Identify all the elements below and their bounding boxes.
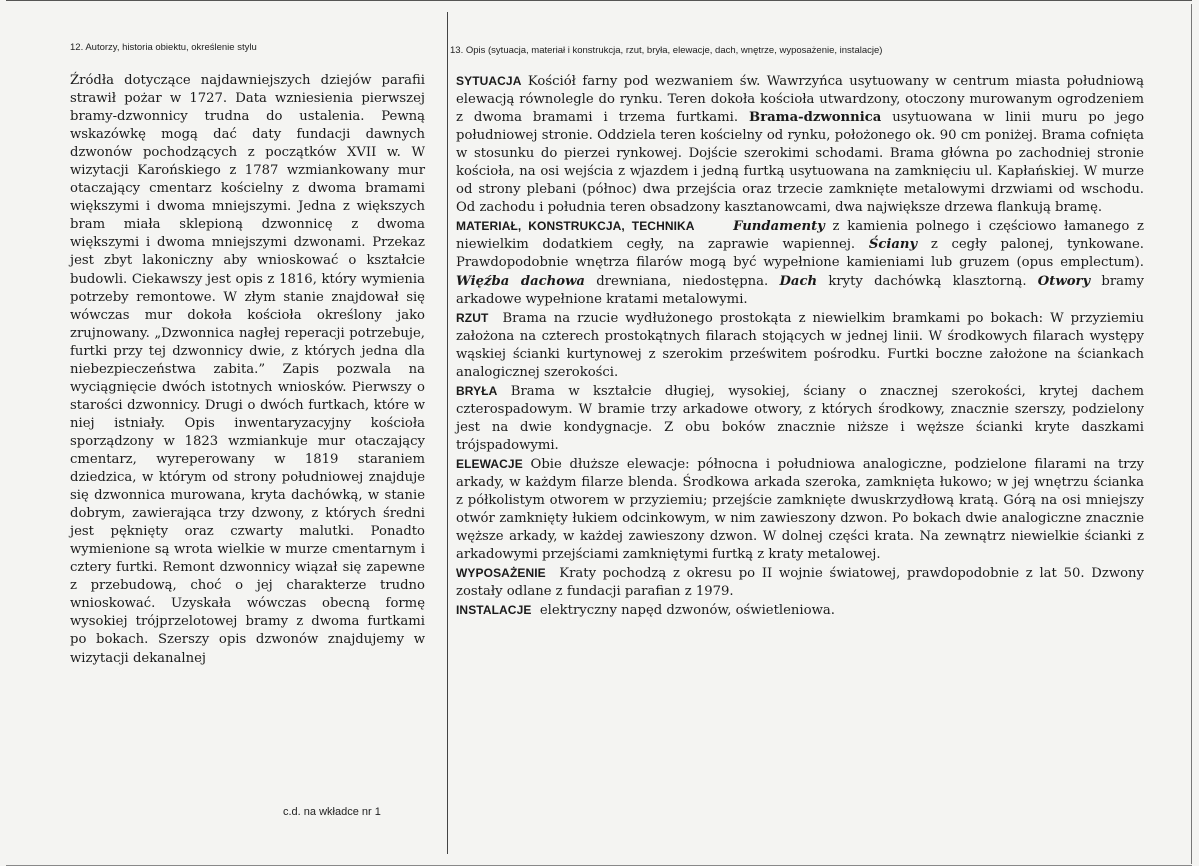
right-border	[1191, 4, 1192, 864]
sytuacja-text-2: usytuowana w linii muru po jego południowej stronie. Oddziela teren kościelny od rynku, położonego ok. 90 cm poniżej. Brama cofnięta w stosunku do pierzei rynkowej. Dojście szerokimi schodami. Brama główna po zachodniej stronie kościoła, na osi wejścia z wjazdem i jedną furtką usytuowana na zamknięciu ul. Kapłańskiej. W murze od strony plebani (północ) dwa przejścia oraz trzecie zamknięte metalowymi drzwiami od wschodu. Od zachodu i południa teren obsadzony kasztanowcami, dwa największe drzewa flankują bramę.	[456, 110, 1145, 216]
material-label: MATERIAŁ, KONSTRUKCJA, TECHNIKA	[456, 219, 695, 234]
section-13-header: 13. Opis (sytuacja, materiał i konstrukcja, rzut, bryła, elewacje, dach, wnętrze, wyposażenie, instalacje)	[450, 45, 883, 56]
bryla-label: BRYŁA	[456, 383, 498, 398]
top-border	[6, 0, 1192, 1]
elewacje-label: ELEWACJE	[456, 456, 523, 471]
fundamenty-term: Fundamenty	[733, 219, 825, 235]
section-sytuacja	[456, 72, 1144, 217]
otwory-term: Otwory	[1037, 273, 1091, 289]
section-wyposazenie	[456, 564, 1144, 601]
material-text-4: kryty dachówką klasztorną.	[828, 273, 1027, 289]
continued-note: c.d. na wkładce nr 1	[283, 806, 381, 818]
material-text-3: drewniana, niedostępna.	[596, 273, 769, 289]
elewacje-text: Obie dłuższe elewacje: północna i południowa analogiczne, podzielone filarami na trzy arkady, w każdym filarze blenda. Środkowa arkada szeroka, zamknięta łukowo; w jej wnętrzu ścianka z półkolistym otworem w przyziemiu; przejście zamknięte dwuskrzydłową kratą. Górą na osi mniejszy otwór zamknięty łukiem odcinkowym, w nim zawieszony dzwon. Po bokach dwie analogiczne znacznie węższe arkady, w każdej zawieszony dzwon. W dolnej części krata. Na zewnątrz niewielkie ścianki z arkadowymi przejściami zamkniętymi furtką z kraty metalowej.	[456, 456, 1144, 563]
description-column	[456, 72, 1144, 620]
rzut-text: Brama na rzucie wydłużonego prostokąta z niewielkim bramkami po bokach: W przyziemiu założona na czterech prostokątnych filarach stojących w jednej linii. W środkowych filarach występy wąskiej ścianki kurtynowej z szerokim prześwitem pośrodku. Furtki boczne założone na ściankach analogicznej szerokości.	[456, 310, 1144, 380]
sciany-term: Ściany	[868, 237, 918, 253]
material-text-5: bramy arkadowe wypełnione kratami metalowymi.	[456, 273, 1144, 307]
column-divider	[447, 12, 448, 854]
section-elewacje	[456, 455, 1144, 564]
bryla-text: Brama w kształcie długiej, wysokiej, ściany o znacznej szerokości, krytej dachem czterospadowym. W bramie trzy arkadowe otwory, z których środkowy, znacznie szerszy, podzielony jest na dwie kondygnacje. Z obu boków znacznie niższe i węższe ścianki kryte daszkami trójspadowymi.	[456, 383, 1144, 453]
sytuacja-bold: Brama-dzwonnica	[749, 110, 882, 126]
material-text-1: z kamienia polnego i częściowo łamanego z niewielkim dodatkiem cegły, na zaprawie wapiennej.	[456, 219, 1144, 253]
rzut-label: RZUT	[456, 310, 489, 325]
dach-term: Dach	[779, 273, 818, 289]
sytuacja-label: SYTUACJA	[456, 74, 522, 88]
instalacje-text: elektryczny napęd dzwonów, oświetleniowa.	[539, 603, 835, 619]
section-rzut	[456, 309, 1144, 382]
section-12-header: 12. Autorzy, historia obiektu, określenie stylu	[70, 42, 257, 53]
wiezba-term: Więźba dachowa	[456, 273, 585, 289]
wyposazenie-label: WYPOSAŻENIE	[456, 566, 546, 581]
instalacje-label: INSTALACJE	[456, 603, 532, 618]
section-instalacje	[456, 601, 1144, 620]
history-column	[70, 72, 425, 668]
wyposazenie-text: Kraty pochodzą z okresu po II wojnie światowej, prawdopodobnie z lat 50. Dzwony zostały odlane z fundacji parafian z 1979.	[456, 566, 1144, 600]
sytuacja-text-1: Kościół farny pod wezwaniem św. Wawrzyńca usytuowany w centrum miasta południową elewacją równolegle do rynku. Teren dokoła kościoła utwardzony, otoczony murowanym ogrodzeniem z dwoma bramami i trzema furtkami.	[456, 74, 1144, 126]
section-bryla	[456, 382, 1144, 455]
material-text-2: z cegły palonej, tynkowane. Prawdopodobnie wnętrza filarów mogą być wypełnione kamieniami lub gruzem (opus emplectum).	[456, 237, 1144, 271]
history-text: Źródła dotyczące najdawniejszych dziejów parafii strawił pożar w 1727. Data wzniesienia pierwszej bramy-dzwonnicy trudna do ustalenia. Pewną wskazówkę mogą dać daty fundacji dawnych dzwonów pochodzących z początków XVII w. W wizytacji Karońskiego z 1787 wzmiankowany mur otaczający cmentarz kościelny z dwoma bramami większymi i dwoma mniejszymi. Jedna z większych bram miała sklepioną dzwonnicę z dwoma większymi i dwoma mniejszymi dzwonami. Przekaz jest zbyt lakoniczny aby wnioskować o kształcie budowli. Ciekawszy jest opis z 1816, który wymienia potrzeby remontowe. W złym stanie znajdował się wówczas mur dokoła kościoła określony jako zrujnowany. „Dzwonnica nagłej reperacji potrzebuje, furtki przy tej dzwonnicy dwie, z których jedna dla niebezpieczeństwa zabita.” Zapis pozwala na wyciągnięcie dwóch istotnych wniosków. Pierwszy o starości dzwonnicy. Drugi o dwóch furtkach, które w niej istniały. Opis inwentaryzacyjny kościoła sporządzony w 1823 wzmiankuje mur otaczający cmentarz, wyreperowany w 1819 staraniem dziedzica, w którym od strony południowej znajduje się dzwonnica murowana, kryta dachówką, w stanie dobrym, zawierająca trzy dzwony, z których średni jest pęknięty oraz czwarty malutki. Ponadto wymienione są wrota wielkie w murze cmentarnym i cztery furtki. Remont dzwonnicy wiązał się zapewne z przebudową, choć o jej charakterze trudno wnioskować. Uzyskała wówczas obecną formę wysokiej trójprzelotowej bramy z dwoma furtkami po bokach. Szerszy opis dzwonów znajdujemy w wizytacji dekanalnej	[70, 73, 425, 666]
section-material	[456, 217, 1144, 308]
